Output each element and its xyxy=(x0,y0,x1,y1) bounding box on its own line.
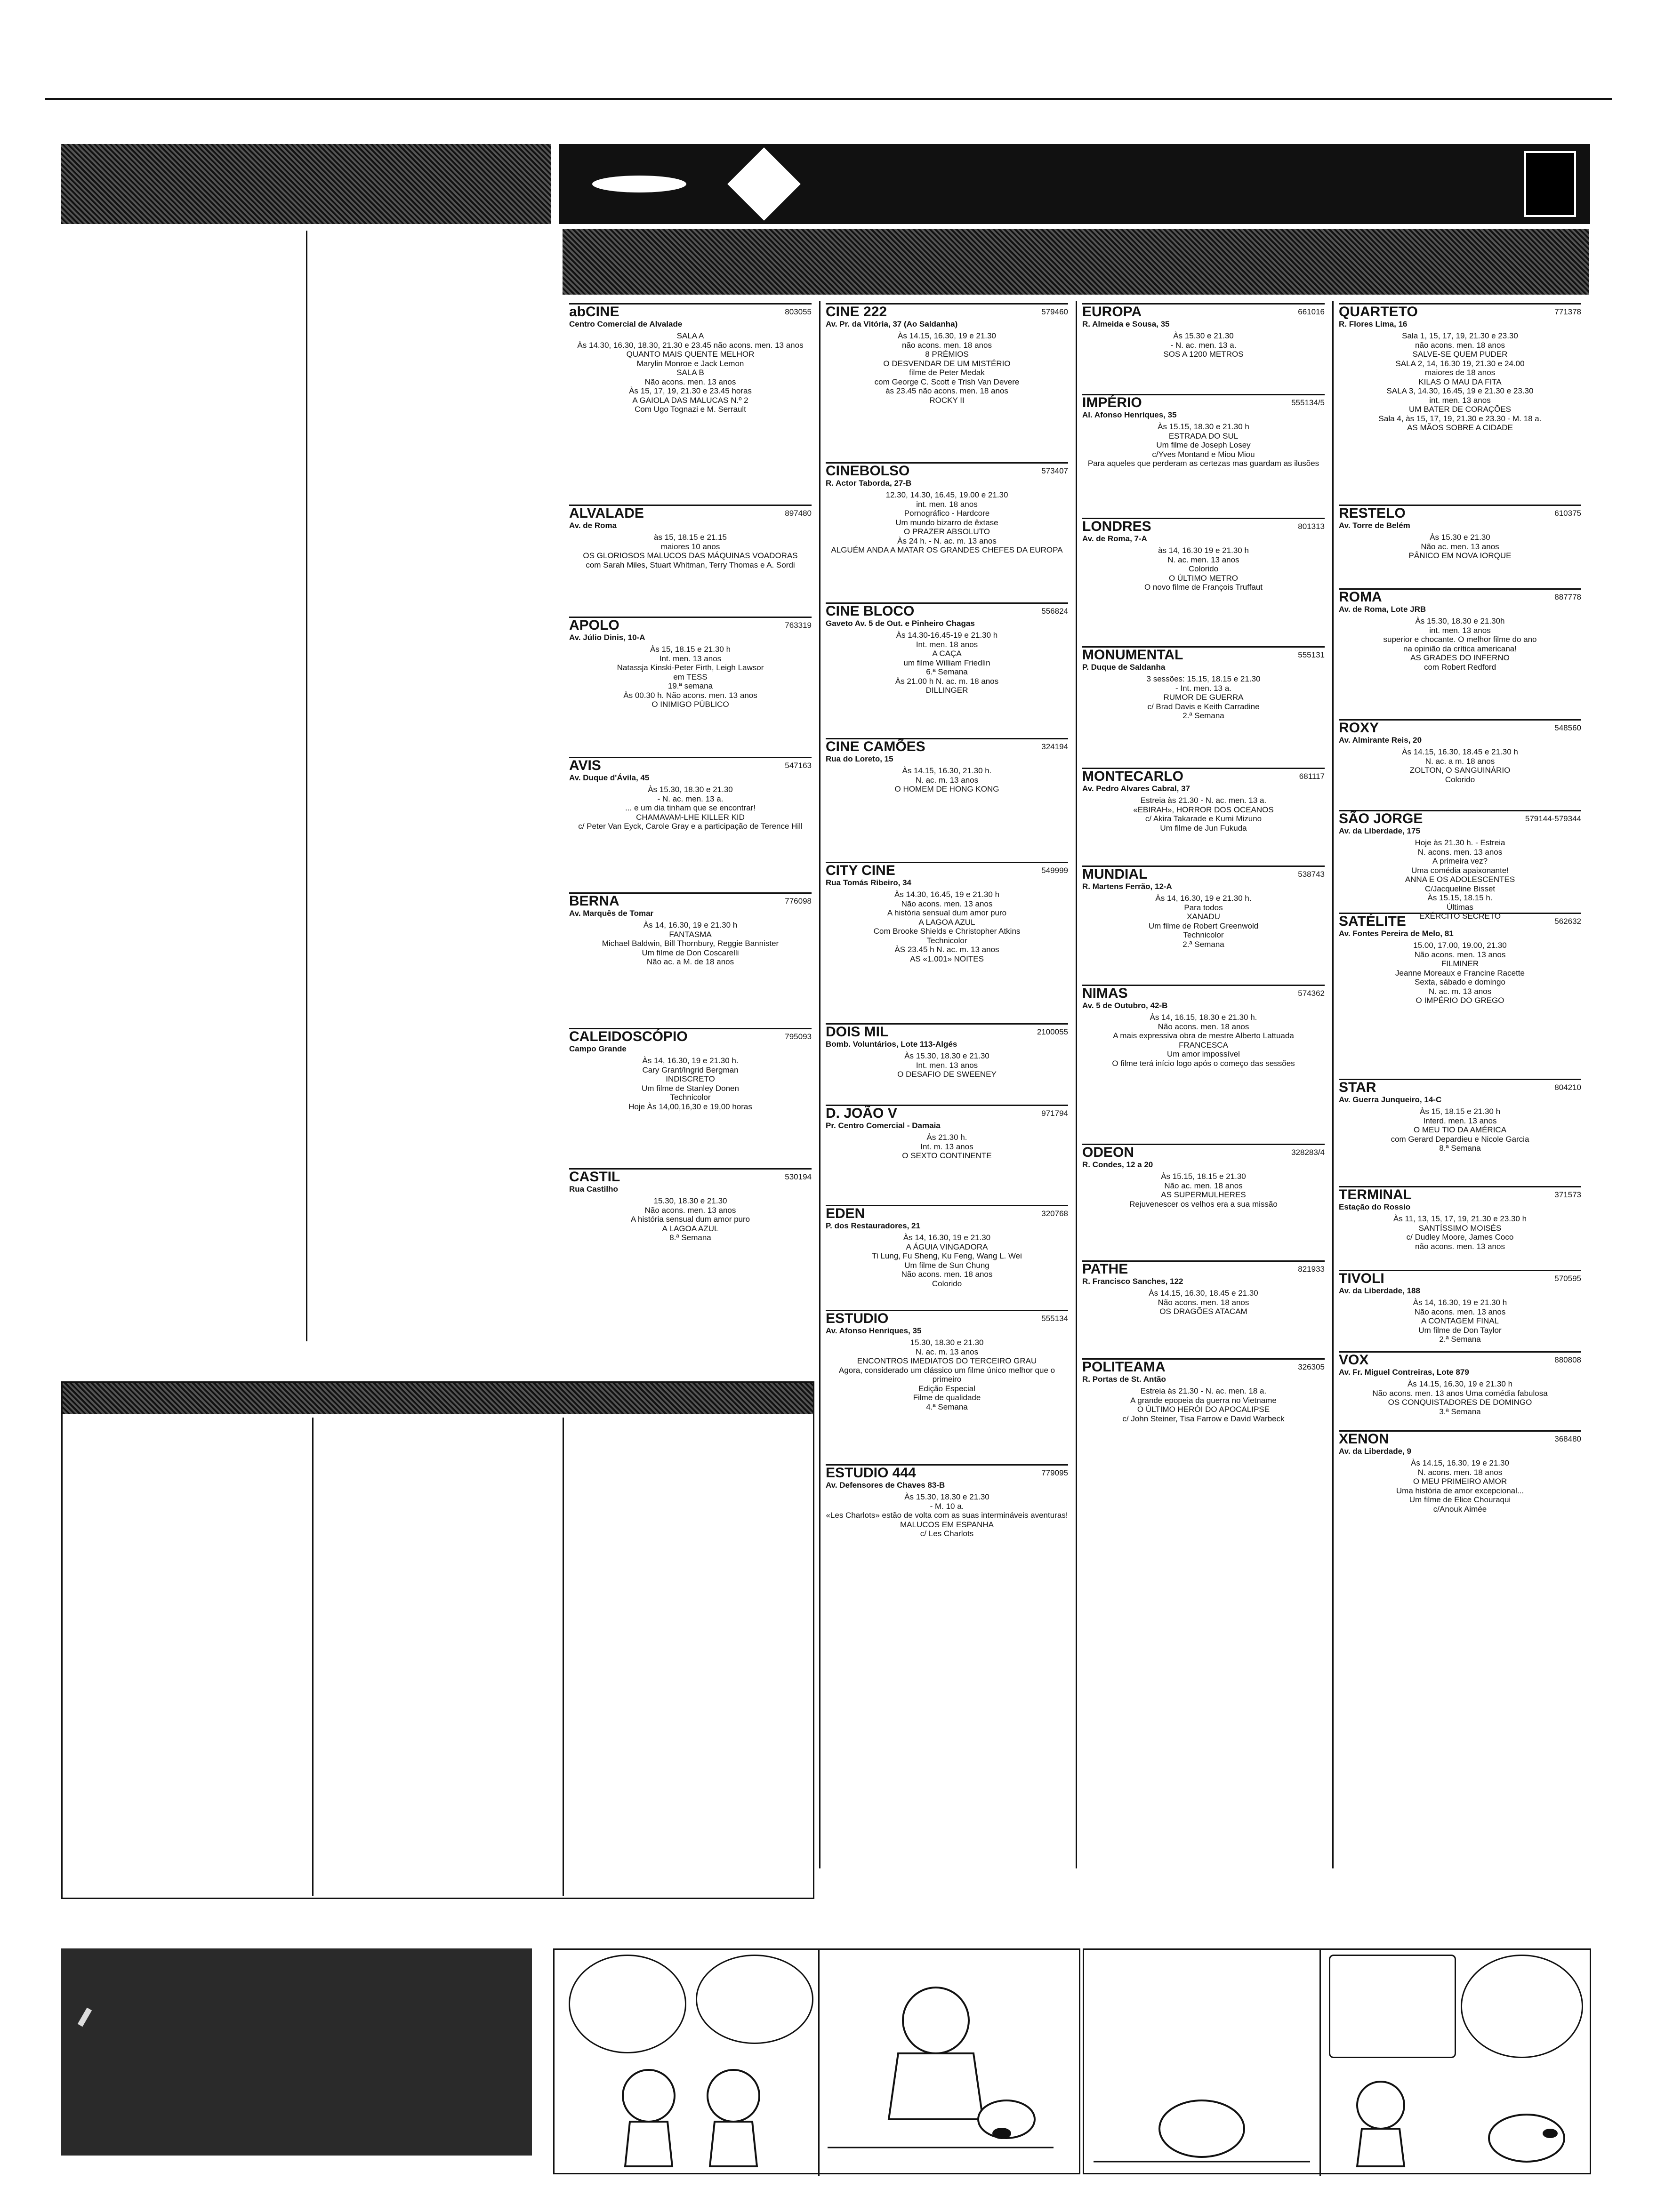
cinema-program: 3 sessões: 15.15, 18.15 e 21.30 - Int. men. 13 a. RUMOR DE GUERRA c/ Brad Davis e Keith Carradine 2.ª Semana xyxy=(1146,674,1261,720)
cinema-address: Estação do Rossio xyxy=(1339,1202,1411,1211)
teatros-col-1 xyxy=(67,1418,307,1896)
cinema-name: TERMINAL xyxy=(1339,1187,1412,1202)
cinema-program: Às 14, 16.30, 19 e 21.30 h Não acons. men. 13 anos A CONTAGEM FINAL Um filme de Don Taylor 2.ª Semana xyxy=(1413,1298,1507,1344)
cinema-listing xyxy=(1335,1184,1585,1264)
cinema-title-row xyxy=(826,1464,1068,1481)
cinema-address: R. Martens Ferrão, 12-A xyxy=(1082,882,1172,891)
cinema-name: ROXY xyxy=(1339,720,1379,736)
cinema-address: Av. Duque d'Ávila, 45 xyxy=(569,773,650,782)
cinema-program: SALA A Às 14.30, 16.30, 18.30, 21.30 e 23.45 não acons. men. 13 anos QUANTO MAIS QUENTE MELHOR Marylin Monroe e Jack Lemon SALA B Não acons. men. 13 anos Às 15, 17, 19, 21.30 e 23.45 horas A GAIOLA DAS MALUCAS N.º 2 Com Ugo Tognazi e M. Serrault xyxy=(577,331,804,414)
cinema-listing xyxy=(1335,503,1585,583)
cinema-name: LONDRES xyxy=(1082,519,1151,534)
cinema-listing xyxy=(822,460,1072,597)
cinema-name: AVIS xyxy=(569,758,601,773)
cinema-address: Campo Grande xyxy=(569,1044,627,1053)
cinema-title-row xyxy=(569,1168,812,1185)
cinema-listing xyxy=(822,301,1072,457)
cinema-name: MONUMENTAL xyxy=(1082,647,1183,663)
cinema-listing xyxy=(822,1021,1072,1099)
cinema-phone: 555131 xyxy=(1298,650,1325,659)
cinema-address: Av. Afonso Henriques, 35 xyxy=(826,1326,922,1335)
cinema-listing xyxy=(565,755,815,887)
cinema-phone: 880808 xyxy=(1554,1355,1581,1364)
cinema-address: Av. Defensores de Chaves 83-B xyxy=(826,1480,945,1490)
cinema-title-row xyxy=(1339,1270,1581,1286)
cinema-name: abCINE xyxy=(569,304,619,320)
cinema-listing xyxy=(565,301,815,499)
cinema-address: Av. Júlio Dinis, 10-A xyxy=(569,633,645,642)
marquises-side xyxy=(78,2008,92,2027)
cinema-address: Av. da Liberdade, 9 xyxy=(1339,1446,1411,1456)
cinema-name: ESTUDIO xyxy=(826,1311,889,1326)
cinema-address: Av. Torre de Belém xyxy=(1339,521,1410,530)
cinema-title-row xyxy=(569,505,812,521)
cinema-program: Estreia às 21.30 - N. ac. men. 18 a. A grande epopeia da guerra no Vietname O ÚLTIMO HERÓI DO APOCALIPSE c/ John Steiner, Tisa Farrow e David Warbeck xyxy=(1122,1387,1285,1423)
cinema-listing xyxy=(1335,1428,1585,1513)
cinema-title-row xyxy=(569,757,812,773)
cinema-name: RESTELO xyxy=(1339,505,1406,521)
cinema-phone: 548560 xyxy=(1554,723,1581,732)
cinema-address: Av. 5 de Outubro, 42-B xyxy=(1082,1001,1168,1010)
farmacias-divider xyxy=(306,231,307,1341)
teatros-box xyxy=(61,1381,814,1899)
cinema-title-row xyxy=(1082,768,1325,784)
cinema-listing xyxy=(822,860,1072,1018)
cinema-phone: 324194 xyxy=(1041,742,1068,751)
cinema-listing xyxy=(565,503,815,611)
cinema-listing xyxy=(1335,1349,1585,1425)
cinema-listing xyxy=(1335,1077,1585,1180)
cinema-listing xyxy=(1078,516,1328,641)
cinema-name: MONTECARLO xyxy=(1082,769,1183,784)
cinema-title-row xyxy=(1339,303,1581,320)
cinema-program: Às 15.30, 18.30 e 21.30h int. men. 13 anos superior e chocante. O melhor filme do ano na opinião da crítica americana! AS GRADES DO INFERNO com Robert Redford xyxy=(1383,617,1537,672)
cinema-title-row xyxy=(826,1310,1068,1326)
cinema-program: Às 15, 18.15 e 21.30 h Int. men. 13 anos Natassja Kinski-Peter Firth, Leigh Lawsor em TESS 19.ª semana Às 00.30 h. Não acons. men. 13 anos O INIMIGO PÚBLICO xyxy=(617,645,764,709)
cinema-col-rule-3 xyxy=(1332,301,1334,1868)
cinema-listing xyxy=(565,890,815,1022)
cinema-address: Pr. Centro Comercial - Damaia xyxy=(826,1121,941,1130)
comic1-bubble-1 xyxy=(569,1955,686,2053)
cinema-name: POLITEAMA xyxy=(1082,1359,1166,1375)
cinema-address: Bomb. Voluntários, Lote 113-Algés xyxy=(826,1039,957,1049)
cinema-name: MUNDIAL xyxy=(1082,866,1148,882)
comic1-panel-1-art xyxy=(583,2058,799,2171)
cinema-program: Às 14.15, 16.30, 19 e 21.30 h Não acons. men. 13 anos Uma comédia fabulosa OS CONQUISTADORES DE DOMINGO 3.ª Semana xyxy=(1372,1379,1548,1416)
cinema-phone: 2100055 xyxy=(1037,1027,1068,1036)
agfa-black-square xyxy=(1524,151,1576,217)
cinema-phone: 801313 xyxy=(1298,522,1325,531)
cinema-name: CINEBOLSO xyxy=(826,463,910,479)
cinema-phone: 555134 xyxy=(1041,1314,1068,1323)
cinema-title-row xyxy=(1339,913,1581,929)
cinema-phone: 573407 xyxy=(1041,466,1068,475)
cinema-address: Centro Comercial de Alvalade xyxy=(569,319,683,329)
cinema-phone: 368480 xyxy=(1554,1435,1581,1443)
cinema-phone: 549999 xyxy=(1041,866,1068,875)
cinema-program: Às 14, 16.15, 18.30 e 21.30 h. Não acons. men. 18 anos A mais expressiva obra de mestre Alberto Lattuada FRANCESCA Um amor impossível O filme terá início logo após o começo das sessões xyxy=(1112,1013,1295,1068)
cinema-program: Estreia às 21.30 - N. ac. men. 13 a. «EBIRAH», HORROR DOS OCEANOS c/ Akira Takarade e Kumi Mizuno Um filme de Jun Fukuda xyxy=(1133,796,1274,833)
cinema-listing xyxy=(1078,392,1328,512)
cinema-name: CINE BLOCO xyxy=(826,603,915,619)
cartaz-banner xyxy=(563,229,1589,295)
cinema-address: R. Condes, 12 a 20 xyxy=(1082,1160,1153,1169)
comic2-panel-1-art xyxy=(1094,2063,1310,2171)
cinema-listing xyxy=(1335,808,1585,921)
cinema-program: Às 15.30 e 21.30 Não ac. men. 13 anos PÂNICO EM NOVA IORQUE xyxy=(1408,533,1512,560)
cinema-listing xyxy=(1335,911,1585,1073)
cinema-program: Às 15.15, 18.30 e 21.30 h ESTRADA DO SUL Um filme de Joseph Losey c/Yves Montand e Miou Miou Para aqueles que perderam as certezas mas guardam as ilusões xyxy=(1087,422,1319,468)
cinema-title-row xyxy=(826,602,1068,619)
cinema-address: Av. de Roma, 7-A xyxy=(1082,534,1147,543)
cinema-listing xyxy=(822,1308,1072,1459)
comic-strip-1 xyxy=(553,1948,1080,2174)
cinema-program: Às 14.15, 16.30, 19 e 21.30 não acons. men. 18 anos 8 PRÉMIOS O DESVENDAR DE UM MISTÉRIO filme de Peter Medak com George C. Scott e Trish Van Devere às 23.45 não acons. men. 18 anos ROCKY II xyxy=(874,331,1020,405)
cinema-title-row xyxy=(1339,505,1581,521)
cinema-name: PATHE xyxy=(1082,1261,1128,1277)
cinema-title-row xyxy=(569,617,812,633)
cinema-program: Às 14.30-16.45-19 e 21.30 h Int. men. 18 anos A CAÇA um filme William Friedlin 6.ª Semana Às 21.00 h N. ac. m. 18 anos DILLINGER xyxy=(895,631,999,695)
cinema-title-row xyxy=(1082,1260,1325,1277)
teatros-divider-2 xyxy=(563,1418,564,1896)
comic1-panel-2-art xyxy=(828,1978,1054,2166)
cinema-address: Av. Almirante Reis, 20 xyxy=(1339,735,1422,745)
comic2-bubble-1 xyxy=(1329,1955,1456,2058)
cinema-listing xyxy=(565,1026,815,1162)
cinema-listing xyxy=(1078,644,1328,762)
cinema-program: Às 15.30 e 21.30 - N. ac. men. 13 a. SOS A 1200 METROS xyxy=(1163,331,1244,359)
cinema-title-row xyxy=(569,892,812,909)
cinema-address: Av. de Roma xyxy=(569,521,617,530)
cinema-program: Às 14.15, 16.30, 18.45 e 21.30 h N. ac. a m. 18 anos ZOLTON, O SANGUINÁRIO Colorido xyxy=(1402,747,1518,784)
cinema-listing xyxy=(1335,717,1585,804)
cinema-phone: 779095 xyxy=(1041,1468,1068,1477)
cinema-listing xyxy=(1078,301,1328,388)
cinema-listing xyxy=(822,1103,1072,1199)
cinema-phone: 795093 xyxy=(785,1032,812,1041)
cinema-listing xyxy=(1078,1142,1328,1255)
cinema-title-row xyxy=(1339,1430,1581,1447)
comic1-bubble-2 xyxy=(696,1955,813,2044)
cinema-listing xyxy=(822,736,1072,856)
cinema-title-row xyxy=(1082,646,1325,663)
farmacias-lisboa xyxy=(61,231,297,1341)
cinema-name: DOIS MIL xyxy=(826,1024,889,1040)
cinema-program: Às 15.30, 18.30 e 21.30 - N. ac. men. 13 a. ... e um dia tinham que se encontrar! CHAMAVAM-LHE KILLER KID c/ Peter Van Eyck, Carole Gray e a participação de Terence Hill xyxy=(578,785,803,831)
cinema-listing xyxy=(565,1166,815,1289)
cinema-program: Às 15.15, 18.15 e 21.30 Não ac. men. 18 anos AS SUPERMULHERES Rejuvenescer os velhos era a sua missão xyxy=(1129,1172,1278,1209)
cinema-phone: 579460 xyxy=(1041,307,1068,316)
cinema-name: TIVOLI xyxy=(1339,1271,1384,1286)
cinema-name: ESTUDIO 444 xyxy=(826,1465,916,1481)
cinema-address: Av. Guerra Junqueiro, 14-C xyxy=(1339,1095,1442,1104)
cinema-title-row xyxy=(1082,394,1325,408)
cinema-address: R. Actor Taborda, 27-B xyxy=(826,478,912,488)
cinema-address: Av. da Liberdade, 188 xyxy=(1339,1286,1420,1295)
cinema-address: P. dos Restauradores, 21 xyxy=(826,1221,920,1230)
cinema-program: às 14, 16.30 19 e 21.30 h N. ac. men. 13 anos Colorido O ÚLTIMO METRO O novo filme de François Truffaut xyxy=(1144,546,1263,592)
cinema-program: Às 14, 16.30, 19 e 21.30 h. Para todos XANADU Um filme de Robert Greenwold Technicolor 2.ª Semana xyxy=(1148,894,1259,949)
teatros-col-3 xyxy=(568,1418,808,1896)
cinema-program: 15.30, 18.30 e 21.30 N. ac. m. 13 anos ENCONTROS IMEDIATOS DO TERCEIRO GRAU Agora, considerado um clássico um filme único melhor que o primeiro Edição Especial Filme de qualidade 4.ª Semana xyxy=(838,1338,1055,1411)
cinema-col-rule-2 xyxy=(1076,301,1077,1868)
cinema-address: Av. Pedro Alvares Cabral, 37 xyxy=(1082,784,1190,793)
cinema-phone: 556824 xyxy=(1041,607,1068,616)
cinema-name: ROMA xyxy=(1339,589,1382,605)
cinema-listing xyxy=(1078,766,1328,860)
cinema-title-row xyxy=(1082,1358,1325,1375)
cinema-address: R. Portas de St. Antão xyxy=(1082,1374,1166,1384)
cinema-listing xyxy=(1335,1268,1585,1346)
cinema-name: BERNA xyxy=(569,893,619,909)
cinema-name: EDEN xyxy=(826,1206,865,1221)
cinema-listing xyxy=(822,1462,1072,1571)
cinema-phone: 661016 xyxy=(1298,307,1325,316)
cinema-address: Av. Fr. Miguel Contreiras, Lote 879 xyxy=(1339,1367,1469,1377)
cinema-title-row xyxy=(1339,719,1581,736)
cinema-address: R. Francisco Sanches, 122 xyxy=(1082,1276,1183,1286)
cinema-program: Às 14.15, 16.30, 21.30 h. N. ac. m. 13 anos O HOMEM DE HONG KONG xyxy=(894,766,999,793)
cinema-phone: 971794 xyxy=(1041,1109,1068,1118)
cinema-phone: 570595 xyxy=(1554,1274,1581,1283)
cinema-name: CASTIL xyxy=(569,1169,620,1185)
cinema-program: Às 14.15, 16.30, 19 e 21.30 N. acons. men. 18 anos O MEU PRIMEIRO AMOR Uma história de amor excepcional... Um filme de Elice Chouraqui c/Anouk Aimée xyxy=(1396,1459,1524,1514)
cinema-col-rule-1 xyxy=(819,301,820,1868)
cinema-phone: 530194 xyxy=(785,1172,812,1181)
cinema-listing xyxy=(1335,301,1585,499)
cinema-program: Às 14.30, 16.45, 19 e 21.30 h Não acons. men. 13 anos A história sensual dum amor puro A LAGOA AZUL Com Brooke Shields e Christopher Atkins Technicolor ÀS 23.45 h N. ac. m. 13 anos AS «1.001» NOITES xyxy=(873,890,1021,963)
cinema-name: SÃO JORGE xyxy=(1339,811,1423,826)
cinema-address: R. Almeida e Sousa, 35 xyxy=(1082,319,1170,329)
cinema-listing xyxy=(1078,1258,1328,1353)
cinema-title-row xyxy=(1082,518,1325,534)
cinema-address: Rua do Loreto, 15 xyxy=(826,754,893,763)
cinema-title-row xyxy=(1082,303,1325,320)
cinema-phone: 555134/5 xyxy=(1291,398,1325,407)
cinema-title-row xyxy=(826,303,1068,320)
cinema-title-row xyxy=(1339,1351,1581,1368)
cinema-phone: 804210 xyxy=(1554,1083,1581,1092)
cinema-title-row xyxy=(1082,985,1325,1001)
cinema-address: Av. Pr. da Vitória, 37 (Ao Saldanha) xyxy=(826,319,958,329)
cinema-name: SATÉLITE xyxy=(1339,914,1406,929)
cinema-name: APOLO xyxy=(569,617,619,633)
cinema-address: Gaveto Av. 5 de Out. e Pinheiro Chagas xyxy=(826,618,975,628)
cinema-title-row xyxy=(1339,1186,1581,1200)
cinema-program: Às 15.30, 18.30 e 21.30 - M. 10 a. «Les Charlots» estão de volta com as suas intermináveis aventuras! MALUCOS EM ESPANHA c/ Les Charlots xyxy=(826,1492,1068,1538)
marquises-ad xyxy=(61,1948,532,2156)
cinema-phone: 681117 xyxy=(1299,772,1325,781)
teatros-divider-1 xyxy=(312,1418,314,1896)
cinema-program: Sala 1, 15, 17, 19, 21.30 e 23.30 não acons. men. 18 anos SALVE-SE QUEM PUDER SALA 2, 14, 16.30 19, 21.30 e 24.00 maiores de 18 anos KILAS O MAU DA FITA SALA 3, 14.30, 16.45, 19 e 21.30 e 23.30 int. men. 13 anos UM BATER DE CORAÇÕES Sala 4, às 15, 17, 19, 21.30 e 23.30 - M. 18 a. AS MÃOS SOBRE A CIDADE xyxy=(1378,331,1542,432)
comic2-divider xyxy=(1319,1950,1321,2176)
cinema-phone: 771378 xyxy=(1554,307,1581,316)
agfa-logo xyxy=(727,147,801,221)
cinema-program: Às 15, 18.15 e 21.30 h Interd. men. 13 anos O MEU TIO DA AMÉRICA com Gerard Depardieu e Nicole Garcia 8.ª Semana xyxy=(1391,1107,1529,1153)
cinema-phone: 579144-579344 xyxy=(1525,814,1581,823)
cinema-program: Às 14, 16.30, 19 e 21.30 h FANTASMA Michael Baldwin, Bill Thornbury, Reggie Bannister Um filme de Don Coscarelli Não ac. a M. de 18 anos xyxy=(602,921,779,966)
cinema-program: Às 14, 16.30, 19 e 21.30 h. Cary Grant/Ingrid Bergman INDISCRETO Um filme de Stanley Donen Technicolor Hoje Às 14,00,16,30 e 19,00 horas xyxy=(628,1056,752,1111)
cinema-name: STAR xyxy=(1339,1080,1376,1095)
cinema-title-row xyxy=(1339,588,1581,605)
cinema-title-row xyxy=(569,1028,812,1042)
cinema-address: R. Flores Lima, 16 xyxy=(1339,319,1408,329)
comic1-divider xyxy=(818,1950,820,2176)
cinema-name: VOX xyxy=(1339,1352,1369,1368)
cinema-address: Av. Marquês de Tomar xyxy=(569,908,654,918)
cinema-listing xyxy=(1078,983,1328,1138)
cinema-title-row xyxy=(1082,866,1325,882)
cinema-name: CITY CINE xyxy=(826,863,895,878)
cinema-phone: 328283/4 xyxy=(1291,1148,1325,1157)
page-header xyxy=(45,65,1612,93)
cinema-phone: 776098 xyxy=(785,897,812,906)
cinema-title-row xyxy=(569,303,812,320)
teatros-col-2 xyxy=(318,1418,558,1896)
teatros-banner xyxy=(63,1383,813,1414)
cinema-listing xyxy=(822,1203,1072,1304)
cinema-program: Hoje às 21.30 h. - Estreia N. acons. men. 13 anos A primeira vez? Uma comédia apaixonante! ANNA E OS ADOLESCENTES C/Jacqueline Bisset Às 15.15, 18.15 h. Últimas EXÉRCITO SECRETO xyxy=(1405,838,1515,921)
cinema-name: CINE CAMÕES xyxy=(826,739,925,754)
cinema-phone: 574362 xyxy=(1298,989,1325,998)
farmacias-banner xyxy=(61,144,551,224)
cinema-program: Às 21.30 h. Int. m. 13 anos O SEXTO CONTINENTE xyxy=(902,1133,992,1160)
cinema-phone: 547163 xyxy=(785,761,812,770)
cinema-name: XENON xyxy=(1339,1431,1389,1447)
cinema-phone: 538743 xyxy=(1298,870,1325,879)
cinema-phone: 320768 xyxy=(1041,1209,1068,1218)
cinema-name: ODEON xyxy=(1082,1145,1134,1160)
agfa-badge xyxy=(592,176,686,192)
cinema-program: 15.00, 17.00, 19.00, 21.30 Não acons. men. 13 anos FILMINER Jeanne Moreaux e Francine Racette Sexta, sábado e domingo N. ac. m. 13 anos O IMPÉRIO DO GREGO xyxy=(1395,941,1525,1005)
cinema-phone: 371573 xyxy=(1554,1190,1581,1199)
comic2-panel-2-art xyxy=(1329,2068,1583,2171)
cinema-address: Rua Tomás Ribeiro, 34 xyxy=(826,878,912,887)
cinema-listing xyxy=(1078,1356,1328,1451)
cinema-address: Al. Afonso Henriques, 35 xyxy=(1082,410,1177,419)
cinema-name: CALEIDOSCÓPIO xyxy=(569,1029,688,1044)
cinema-phone: 326305 xyxy=(1298,1362,1325,1371)
cinema-title-row xyxy=(826,1205,1068,1221)
comic2-bubble-2 xyxy=(1461,1955,1583,2058)
cinema-title-row xyxy=(1339,810,1581,824)
cinema-phone: 803055 xyxy=(785,307,812,316)
cinema-phone: 610375 xyxy=(1554,509,1581,518)
cinema-phone: 821933 xyxy=(1298,1265,1325,1274)
cinema-name: QUARTETO xyxy=(1339,304,1418,320)
cinema-title-row xyxy=(826,1105,1068,1121)
cinema-name: ALVALADE xyxy=(569,505,644,521)
cinema-phone: 897480 xyxy=(785,509,812,518)
agfa-ad xyxy=(559,144,1590,224)
cinema-phone: 763319 xyxy=(785,621,812,630)
cinema-title-row xyxy=(1339,1079,1581,1095)
cinema-address: P. Duque de Saldanha xyxy=(1082,662,1166,672)
cinema-name: CINE 222 xyxy=(826,304,887,320)
cinema-address: Av. da Liberdade, 175 xyxy=(1339,826,1420,835)
cinema-name: D. JOÃO V xyxy=(826,1106,897,1121)
cinema-program: 12.30, 14.30, 16.45, 19.00 e 21.30 int. men. 18 anos Pornográfico - Hardcore Um mundo bizarro de êxtase O PRAZER ABSOLUTO Às 24 h. - N. ac. m. 13 anos ALGUÉM ANDA A MATAR OS GRANDES CHEFES DA EUROPA xyxy=(831,490,1063,554)
cinema-program: Às 11, 13, 15, 17, 19, 21.30 e 23.30 h SANTÍSSIMO MOISÉS c/ Dudley Moore, James Coco não acons. men. 13 anos xyxy=(1393,1214,1527,1251)
cinema-title-row xyxy=(826,738,1068,752)
cinema-program: Às 14, 16.30, 19 e 21.30 A ÁGUIA VINGADORA Ti Lung, Fu Sheng, Ku Feng, Wang L. Wei Um filme de Sun Chung Não acons. men. 18 anos Colorido xyxy=(872,1233,1022,1288)
cinema-program: 15.30, 18.30 e 21.30 Não acons. men. 13 anos A história sensual dum amor puro A LAGOA AZUL 8.ª Semana xyxy=(630,1196,750,1242)
cinema-phone: 562632 xyxy=(1554,917,1581,926)
cinema-listing xyxy=(565,615,815,751)
cinema-address: Av. Fontes Pereira de Melo, 81 xyxy=(1339,929,1454,938)
cinema-address: Av. de Roma, Lote JRB xyxy=(1339,604,1426,614)
cinema-phone: 887778 xyxy=(1554,593,1581,601)
cinema-program: Às 14.15, 16.30, 18.45 e 21.30 Não acons. men. 18 anos OS DRAGÕES ATACAM xyxy=(1149,1289,1258,1316)
cinema-name: IMPÉRIO xyxy=(1082,395,1142,410)
cinema-listing xyxy=(1078,864,1328,979)
cinema-program: Às 15.30, 18.30 e 21.30 Int. men. 13 anos O DESAFIO DE SWEENEY xyxy=(897,1051,997,1079)
cinema-listing xyxy=(822,601,1072,732)
header-rule xyxy=(45,98,1612,100)
cinema-address: Rua Castilho xyxy=(569,1184,618,1194)
comic-strip-2 xyxy=(1083,1948,1591,2174)
cinema-title-row xyxy=(826,462,1068,479)
farmacias-outra-banda xyxy=(315,231,551,1341)
cinema-title-row xyxy=(826,1023,1068,1040)
cinema-name: EUROPA xyxy=(1082,304,1142,320)
cinema-name: NIMAS xyxy=(1082,986,1128,1001)
cinema-listing xyxy=(1335,586,1585,713)
cinema-program: às 15, 18.15 e 21.15 maiores 10 anos OS GLORIOSOS MALUCOS DAS MÁQUINAS VOADORAS com Sarah Miles, Stuart Whitman, Terry Thomas e A. Sordi xyxy=(583,533,798,569)
cinema-title-row xyxy=(1082,1144,1325,1160)
cinema-title-row xyxy=(826,862,1068,878)
